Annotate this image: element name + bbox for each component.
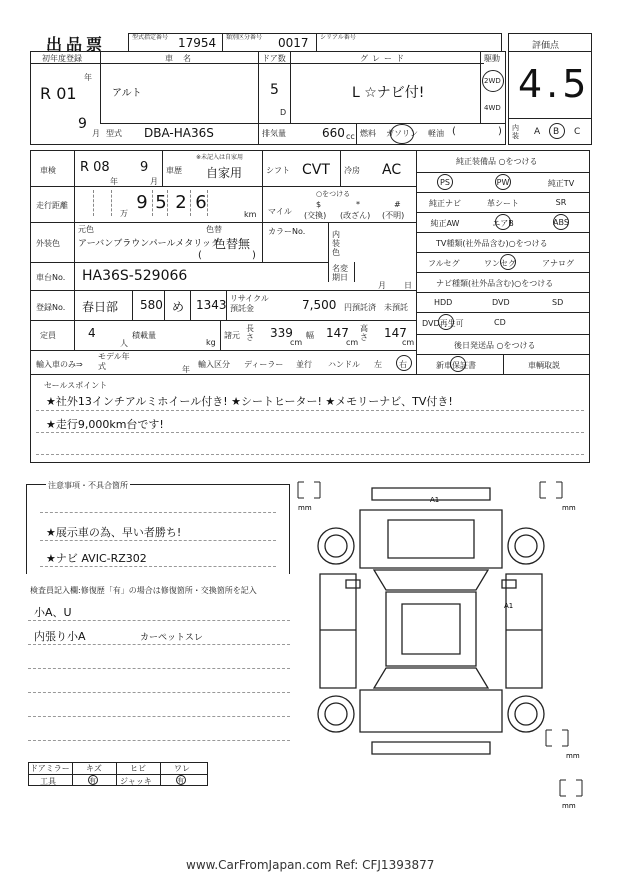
ac-label: 冷房 bbox=[344, 166, 360, 175]
shaken-month: 9 bbox=[140, 160, 149, 175]
door-label: ドア数 bbox=[262, 54, 286, 63]
shaken-label: 車検 bbox=[40, 166, 56, 175]
first-reg-month: 9 bbox=[78, 116, 87, 132]
repaint-paren: ( bbox=[198, 250, 202, 261]
car-name: アルト bbox=[112, 88, 142, 99]
docs-title: 後日発送品 ○をつける bbox=[454, 341, 536, 350]
shift-value: CVT bbox=[302, 162, 330, 178]
interior-b: B bbox=[553, 127, 560, 137]
handle-label: ハンドル bbox=[328, 360, 360, 369]
drive-label: 駆動 bbox=[484, 54, 500, 63]
first-reg-label: 初年度登録 bbox=[42, 54, 82, 63]
import-label: 輸入車のみ⇒ bbox=[36, 360, 83, 369]
chassis-label: 車台No. bbox=[36, 273, 66, 282]
navi-title: ナビ種類(社外品含む)○をつける bbox=[436, 279, 554, 288]
equipment-item: 純正AW bbox=[430, 219, 460, 228]
equipment-mark-circle bbox=[437, 174, 453, 190]
navi-dvd-play: DVD再生可 bbox=[422, 319, 464, 328]
shaken-month-unit: 月 bbox=[150, 177, 158, 186]
mm-label-br: mm bbox=[566, 752, 580, 760]
width-unit: cm bbox=[346, 338, 359, 347]
exchange-sym: $ bbox=[316, 200, 322, 209]
reg-label: 登録No. bbox=[36, 303, 66, 312]
factory-title: 純正装備品 ○をつける bbox=[456, 157, 538, 166]
model-year-label: モデル年式 bbox=[98, 352, 130, 371]
mileage-digit-3: 5 bbox=[155, 192, 167, 213]
first-reg-era: R 01 bbox=[40, 84, 77, 103]
shaken-value: R 08 bbox=[80, 160, 110, 175]
navi-hdd: HDD bbox=[434, 298, 453, 307]
equipment-item: PS bbox=[440, 178, 450, 187]
height-value: 147 bbox=[384, 326, 407, 340]
color-no-label: カラーNo. bbox=[268, 227, 306, 236]
tv-fullseg: フルセグ bbox=[428, 259, 460, 268]
tamper-label: (改ざん) bbox=[340, 211, 371, 220]
car-name-label: 車名 bbox=[165, 54, 201, 63]
reg-num: 1343 bbox=[196, 298, 227, 312]
fuel-alt: 軽油 bbox=[428, 129, 444, 138]
fuel-paren: ( bbox=[452, 126, 456, 137]
name-change-day: 日 bbox=[404, 281, 412, 290]
page-title: 出品票 bbox=[46, 35, 107, 54]
serial-label: シリアル番号 bbox=[320, 34, 356, 41]
docs-warranty: 新車保証書 bbox=[436, 361, 476, 370]
sales-label: セールスポイント bbox=[44, 381, 108, 390]
drive-4wd: 4WD bbox=[484, 104, 501, 112]
interior-c: C bbox=[574, 127, 581, 137]
capacity-label: 定員 bbox=[40, 331, 56, 340]
orig-color-label: 元色 bbox=[78, 225, 94, 234]
repaint-paren-close: ) bbox=[252, 250, 256, 261]
unknown-label: (不明) bbox=[382, 211, 405, 220]
tv-title: TV種類(社外品含む)○をつける bbox=[436, 239, 548, 248]
mark-note: ○をつける bbox=[316, 190, 351, 198]
capacity-unit: 人 bbox=[120, 339, 128, 348]
parts-h1: キズ bbox=[86, 764, 102, 773]
notes-line4b: カーペットスレ bbox=[140, 633, 203, 643]
mileage-digits bbox=[78, 190, 228, 216]
capacity-value: 4 bbox=[88, 326, 96, 340]
notes-line1: ★展示車の為、早い者勝ち! bbox=[46, 526, 182, 539]
tv-oneseg: ワンセグ bbox=[484, 259, 516, 268]
fuel-paren-close: ) bbox=[498, 126, 502, 137]
fuel-label: 燃料 bbox=[360, 129, 376, 138]
score-label: 評価点 bbox=[532, 41, 560, 51]
height-unit: cm bbox=[402, 338, 415, 347]
width-value: 147 bbox=[326, 326, 349, 340]
parts-r0: 工具 bbox=[40, 777, 56, 786]
equipment-mark-circle bbox=[553, 214, 569, 230]
class-no-value: 0017 bbox=[278, 36, 309, 50]
navi-dvd: DVD bbox=[492, 298, 510, 307]
import-class-label: 輸入区分 bbox=[198, 360, 230, 369]
mileage-digit-5: 6 bbox=[195, 192, 207, 213]
footer-watermark: www.CarFromJapan.com Ref: CFJ1393877 bbox=[186, 858, 435, 872]
reg-place: 春日部 bbox=[82, 300, 119, 314]
repaint-label: 色替 bbox=[206, 225, 222, 234]
tamper-sym: * bbox=[356, 200, 360, 209]
parts-h3: ワレ bbox=[174, 764, 190, 773]
equipment-item: 純正TV bbox=[547, 179, 575, 188]
mm-label-tl: mm bbox=[298, 504, 312, 512]
equipment-item: SR bbox=[555, 198, 567, 207]
mm-label-tr: mm bbox=[562, 504, 576, 512]
score-value: 4.5 bbox=[518, 62, 591, 106]
door-value: 5 bbox=[270, 82, 279, 98]
load-label: 積載量 bbox=[132, 331, 156, 340]
reg-kana: め bbox=[172, 300, 185, 314]
parts-h0: ドアミラー bbox=[30, 764, 70, 773]
orig-color-value: アーバンブラウンパールメタリック bbox=[78, 239, 220, 249]
parts-r2: ジャッキ bbox=[120, 777, 152, 786]
equipment-mark-circle bbox=[495, 174, 511, 190]
tv-analog: アナログ bbox=[542, 259, 574, 268]
load-unit: kg bbox=[206, 338, 216, 347]
chassis-value: HA36S-529066 bbox=[82, 268, 188, 284]
notes-line3: 小A、U bbox=[34, 606, 72, 619]
mileage-digit-2: 9 bbox=[136, 192, 148, 213]
mileage-label: 走行距離 bbox=[36, 201, 68, 210]
length-unit: cm bbox=[290, 338, 303, 347]
drive-2wd: 2WD bbox=[484, 77, 501, 85]
parts-r3: 有 bbox=[177, 777, 184, 785]
color-label: 外装色 bbox=[36, 239, 60, 248]
recycle-alt: 未預託 bbox=[384, 303, 408, 312]
notes-line2: ★ナビ AVIC-RZ302 bbox=[46, 552, 147, 565]
history-label: 車歴 bbox=[166, 166, 182, 175]
first-reg-month-unit: 月 bbox=[92, 129, 100, 138]
fuel-value: ガソリン bbox=[386, 129, 418, 138]
equipment-item: 革シート bbox=[487, 199, 519, 208]
left-label: 左 bbox=[374, 360, 382, 369]
history-value: 自家用 bbox=[206, 166, 243, 180]
displacement-label: 排気量 bbox=[262, 129, 286, 138]
parts-h2: ヒビ bbox=[130, 764, 146, 773]
man-unit: 万 bbox=[120, 209, 128, 218]
ac-value: AC bbox=[382, 162, 402, 178]
km-unit: km bbox=[244, 210, 257, 219]
model-year-unit: 年 bbox=[182, 365, 190, 374]
name-change-label: 名変期日 bbox=[332, 264, 348, 282]
right-label: 右 bbox=[399, 360, 407, 369]
equipment-item: 純正ナビ bbox=[429, 199, 461, 208]
notes-line4a: 内張り小A bbox=[34, 630, 86, 643]
hgt-label: 高さ bbox=[360, 324, 368, 342]
recycle-unit: 円預託済 bbox=[344, 303, 376, 312]
type-no-label: 型式指定番号 bbox=[132, 34, 169, 41]
repaint-value: 色替無 bbox=[214, 237, 251, 251]
navi-cd: CD bbox=[494, 318, 506, 327]
equipment-item: ABS bbox=[553, 218, 569, 227]
len-label: 長さ bbox=[246, 324, 254, 342]
wid-label: 幅 bbox=[306, 331, 314, 340]
shaken-year-unit: 年 bbox=[110, 177, 118, 186]
navi-sd: SD bbox=[552, 298, 564, 307]
reg-class: 580 bbox=[140, 298, 163, 312]
shift-label: シフト bbox=[266, 166, 290, 175]
first-reg-year-unit: 年 bbox=[84, 73, 92, 82]
sales-line1: ★社外13インチアルミホイール付き! ★シートヒーター! ★メモリーナビ、TV付き! bbox=[46, 395, 453, 408]
door-suffix: D bbox=[280, 108, 287, 117]
model-label: 型式 bbox=[106, 129, 122, 138]
docs-manual: 車輌取説 bbox=[528, 361, 560, 370]
recycle-value: 7,500 bbox=[302, 298, 337, 312]
sales-line2: ★走行9,000km台です! bbox=[46, 418, 164, 431]
mileage-digit-4: 2 bbox=[175, 192, 187, 213]
mm-label-bb: mm bbox=[562, 802, 576, 810]
displacement-value: 660 bbox=[322, 126, 345, 140]
dealer-label: ディーラー bbox=[244, 360, 284, 369]
mile-label: マイル bbox=[268, 207, 292, 216]
grade-value: L ☆ナビ付! bbox=[352, 85, 425, 101]
grade-label: グレード bbox=[360, 54, 408, 63]
notes-label: 注意事項・不具合箇所 bbox=[48, 481, 128, 490]
parallel-label: 並行 bbox=[296, 360, 312, 369]
exchange-label: (交換) bbox=[304, 211, 327, 220]
recycle-label: リサイクル預託金 bbox=[230, 294, 269, 313]
history-note: ※未記入は自家用 bbox=[196, 154, 244, 161]
equipment-item: エアB bbox=[492, 219, 514, 228]
interior-color-label: 内装色 bbox=[332, 230, 340, 257]
unknown-sym: # bbox=[394, 200, 401, 209]
parts-r1: 有 bbox=[89, 777, 96, 785]
name-change-month: 月 bbox=[378, 281, 386, 290]
type-no-value: 17954 bbox=[178, 36, 217, 50]
equipment-mark-circle bbox=[495, 214, 511, 230]
inspector-label: 検査員記入欄:修復歴「有」の場合は修復箇所・交換箇所を記入 bbox=[30, 586, 257, 595]
size-label: 諸元 bbox=[224, 331, 240, 340]
a1-side-label: A1 bbox=[504, 602, 514, 610]
car-diagram bbox=[290, 470, 610, 820]
equipment-item: PW bbox=[496, 178, 510, 187]
class-no-label: 類別区分番号 bbox=[226, 34, 263, 41]
a1-top-label: A1 bbox=[430, 496, 440, 504]
model-value: DBA-HA36S bbox=[144, 126, 214, 140]
interior-label: 内装 bbox=[512, 124, 519, 140]
interior-a: A bbox=[534, 127, 541, 137]
displacement-unit: cc bbox=[346, 132, 355, 141]
length-value: 339 bbox=[270, 326, 293, 340]
